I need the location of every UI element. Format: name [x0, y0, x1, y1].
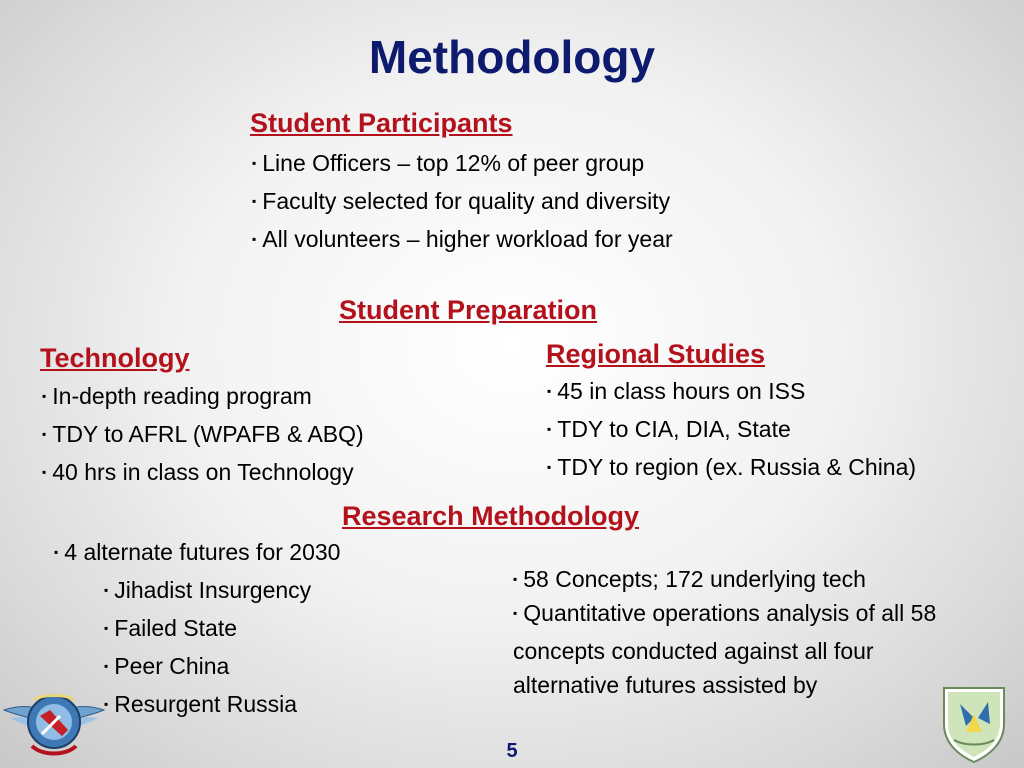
- technology-heading: Technology: [40, 343, 190, 373]
- list-item: ▪ TDY to AFRL (WPAFB & ABQ): [42, 421, 364, 447]
- bullet-icon: ▪: [252, 232, 257, 246]
- student-participants-list: [252, 146, 673, 260]
- bullet-icon: ▪: [42, 427, 47, 441]
- list-item: ▪ 45 in class hours on ISS: [547, 378, 806, 404]
- list-item: ▪ 4 alternate futures for 2030: [54, 539, 341, 565]
- list-item: ▪ In-depth reading program: [42, 383, 312, 409]
- page-number: 5: [506, 740, 518, 762]
- concepts-list: [513, 562, 866, 600]
- list-item: ▪ Jihadist Insurgency: [104, 577, 312, 603]
- list-item: ▪ 40 hrs in class on Technology: [42, 459, 354, 485]
- regional-studies-list: [547, 374, 916, 488]
- slide-title: Methodology: [368, 31, 656, 83]
- student-participants-heading: Student Participants: [250, 108, 513, 138]
- regional-studies-heading: Regional Studies: [546, 339, 766, 369]
- bullet-icon: ▪: [547, 460, 552, 474]
- bullet-icon: ▪: [252, 156, 257, 170]
- bullet-icon: ▪: [42, 465, 47, 479]
- bullet-icon: ▪: [547, 422, 552, 436]
- bullet-icon: ▪: [104, 659, 109, 673]
- student-preparation-heading: Student Preparation: [339, 295, 598, 325]
- list-item: ▪ TDY to region (ex. Russia & China): [547, 454, 917, 480]
- air-university-shield-icon: [940, 684, 1008, 764]
- bullet-icon: ▪: [252, 194, 257, 208]
- blue-horizons-wings-icon: [2, 676, 109, 766]
- bullet-icon: ▪: [513, 606, 518, 620]
- technology-list: [42, 379, 364, 493]
- list-item: ▪ Failed State: [104, 615, 238, 641]
- bullet-icon: ▪: [104, 621, 109, 635]
- list-item: ▪ 58 Concepts; 172 underlying tech: [513, 566, 866, 592]
- list-item: ▪ All volunteers – higher workload for year: [252, 226, 673, 252]
- list-item: ▪ Peer China: [104, 653, 230, 679]
- bullet-icon: ▪: [104, 697, 109, 711]
- bullet-icon: ▪: [54, 545, 59, 559]
- bullet-icon: ▪: [42, 389, 47, 403]
- bullet-icon: ▪: [547, 384, 552, 398]
- analysis-paragraph: ▪ Quantitative operations analysis of all 58 concepts conducted against all four alternative futures assisted by: [513, 600, 937, 698]
- bullet-icon: ▪: [513, 572, 518, 586]
- list-item: ▪ Faculty selected for quality and diversity: [252, 188, 671, 214]
- research-methodology-heading: Research Methodology: [342, 501, 640, 531]
- list-item: ▪ Resurgent Russia: [104, 691, 298, 717]
- list-item: ▪ Line Officers – top 12% of peer group: [252, 150, 645, 176]
- list-item: ▪ TDY to CIA, DIA, State: [547, 416, 791, 442]
- bullet-icon: ▪: [104, 583, 109, 597]
